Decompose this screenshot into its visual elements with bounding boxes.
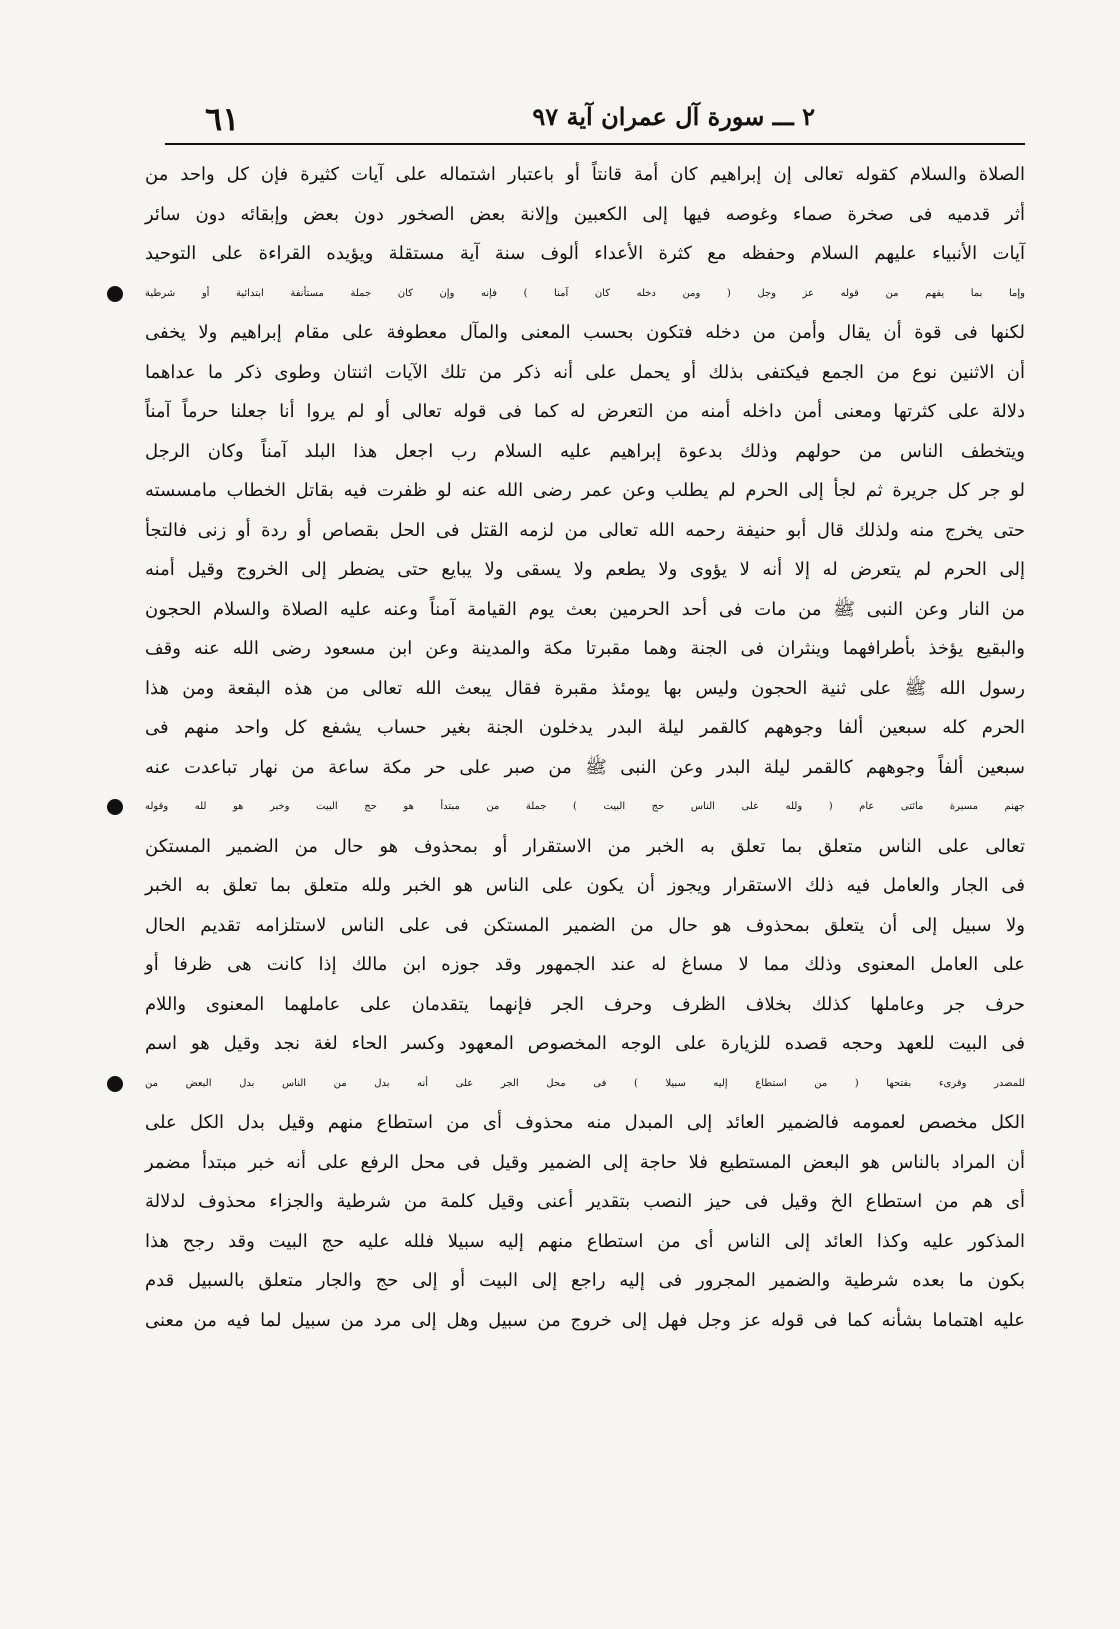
text-line: حرف جر وعاملها كذلك بخلاف الظرف وحرف الجر فإنهما يتقدمان على عاملهما المعنوى واللام [145,993,1025,1015]
text-line: لو جر كل جريرة ثم لجأ إلى الحرم لم يطلب وعن عمر رضى الله عنه لو ظفرت فيه بقاتل الخطاب مامسسته [145,480,1025,501]
section-bullet-icon [107,1076,123,1092]
section-bullet-icon [107,799,123,815]
text-line: آيات الأنبياء عليهم السلام وحفظه مع كثرة الأعداء ألوف سنة آية مستقلة ويؤيده القراءة على التوحيد [145,243,1025,264]
text-line: للمصدر وقرىء بفتحها ( من استطاع إليه سبيلا ) فى محل الجر على أنه بدل من الناس بدل البعض من [145,1064,1025,1104]
text-line: دلالة على كثرتها ومعنى أمن داخله أمنه من التعرض له كما فى قوله تعالى أو لم يروا أنا جعلنا حرماً آمناً [145,401,1025,422]
header-title: ٢ ـــ سورة آل عمران آية ٩٧ [532,102,815,131]
text-line: فى الجار والعامل فيه ذلك الاستقرار ويجوز أن يكون على الناس هو الخبر ولله متعلق بما تعلق به الخبر [145,875,1026,896]
text-line: جهنم مسيرة مائتى عام ( ولله على الناس حج البيت ) جملة من مبتدأ هو حج البيت وخبر هو لله وقوله [145,787,1025,827]
text-line: ويتخطف الناس من حولهم وذلك بدعوة إبراهيم عليه السلام رب اجعل هذا البلد آمناً وكان الرجل [145,440,1025,462]
page-header [165,100,1025,140]
text-line: أثر قدميه فى صخرة صماء وغوصه فيها إلى الكعبين وإلانة بعض الصخور دون بعض وإبقائه دون سائر [145,203,1025,225]
text-line: فى البيت للعهد وحجه قصده للزيارة على الوجه المخصوص المعهود وكسر الحاء لغة نجد وقيل هو اسم [145,1033,1025,1054]
text-line: رسول الله ﷺ على ثنية الحجون وليس بها يومئذ مقبرة فقال يبعث الله تعالى من هذه البقعة ومن هذا [145,677,1026,699]
text-line: إلى الحرم لم يتعرض له إلا أنه لا يؤوى ولا يطعم ولا يسقى ولا يبايع حتى يضطر إلى الخروج وقيل أمنه [145,559,1025,580]
text-line: سبعين ألفاً وجوههم كالقمر ليلة البدر وعن النبى ﷺ من صبر على حر مكة ساعة من نهار تباعدت عنه [145,756,1025,778]
header-divider [165,143,1025,145]
text-line: أن الاثنين نوع من الجمع فيكتفى بذلك أو يحمل على أنه ذكر من تلك الآيات اثنتان وطوى ذكر ما عداهما [145,361,1025,383]
text-line: من النار وعن النبى ﷺ من مات فى أحد الحرمين بعث يوم القيامة آمناً وعنه عليه الصلاة والسلام الحجون [145,598,1025,620]
text-line: الصلاة والسلام كقوله تعالى إن إبراهيم كان أمة قانتاً أو باعتبار اشتماله على آيات كثيرة فإن كل واحد من [145,164,1025,185]
page-number: ٦١ [205,100,240,138]
section-bullet-icon [107,286,123,302]
text-body [145,155,1025,1340]
text-line: أى هم من استطاع الخ وقيل فى حيز النصب بتقدير أعنى وقيل كلمة من شرطية والجزاء محذوف لدلالة [145,1191,1025,1212]
text-line: أن المراد بالناس هو البعض المستطيع فلا حاجة إلى الضمير وقيل فى محل الرفع على أنه خبر مبتدأ مضمر [145,1151,1025,1173]
text-line: على العامل المعنوى وذلك مما لا مساغ له عند الجمهور وقد جوزه ابن مالك إذا كانت هى ظرفا أو [145,954,1025,975]
text-line: والبقيع يؤخذ بأطرافهما وينثران فى الجنة وهما مقبرتا مكة والمدينة وعن ابن مسعود رضى الله عنه وقف [145,638,1025,659]
text-line: بكون ما بعده شرطية والضمير المجرور فى إليه راجع إلى البيت أو إلى حج والجار متعلق بالسبيل قدم [145,1270,1025,1291]
text-line: الكل مخصص لعمومه فالضمير العائد إلى المبدل منه محذوف أى من استطاع منهم وقيل بدل الكل على [145,1112,1025,1133]
text-line: ولا سبيل إلى أن يتعلق بمحذوف هو حال من الضمير المستكن فى على الناس لاستلزامه تقديم الحال [145,914,1025,936]
text-line: حتى يخرج منه ولذلك قال أبو حنيفة رحمه الله تعالى من لزمه القتل فى الحل بقصاص أو ردة أو زنى فالتجأ [145,519,1025,541]
text-line: الحرم كله سبعين ألفا وجوههم كالقمر ليلة البدر يدخلون الجنة بغير حساب يشفع كل واحد منهم فى [145,717,1025,738]
text-line: عليه اهتماما بشأنه كما فى قوله عز وجل فهل إلى خروج من سبيل وهل إلى مرد من سبيل لما فيه من معنى [145,1309,1025,1331]
text-line: تعالى على الناس متعلق بما تعلق به الخبر من الاستقرار أو بمحذوف هو حال من الضمير المستكن [145,835,1025,857]
text-line: لكنها فى قوة أن يقال وأمن من دخله فتكون بحسب المعنى والمآل معطوفة على مقام إبراهيم ولا يخفى [145,322,1025,343]
text-line: المذكور عليه وكذا العائد إلى الناس أى من استطاع منهم إليه سبيلا فلله عليه حج البيت وقد رجح هذا [145,1230,1025,1252]
text-line: وإما بما يفهم من قوله عز وجل ( ومن دخله كان آمنا ) فإنه وإن كان جملة مستأنفة ابتدائية أو شرطية [145,274,1025,314]
